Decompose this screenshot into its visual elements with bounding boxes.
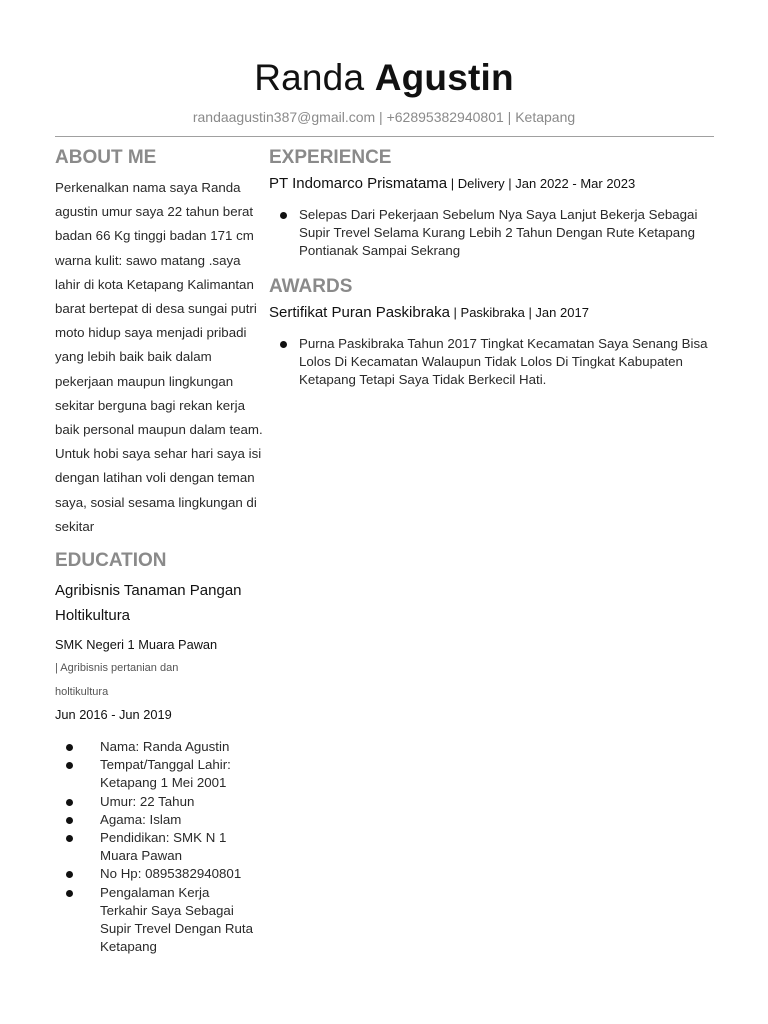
right-column: [269, 146, 719, 389]
list-item: Agama: Islam: [100, 811, 260, 829]
education-school: SMK Negeri 1 Muara Pawan: [55, 637, 218, 653]
education-degree: Agribisnis Tanaman Pangan Holtikultura: [55, 582, 242, 625]
contact-separator: |: [375, 109, 387, 125]
experience-list: [269, 206, 715, 261]
list-item: Pengalaman Kerja Terkahir Saya Sebagai Supir Trevel Dengan Ruta Ketapang: [100, 884, 260, 957]
list-item: Pendidikan: SMK N 1 Muara Pawan: [100, 829, 260, 865]
list-item: No Hp: 0895382940801: [100, 865, 260, 883]
experience-company: PT Indomarco Prismatama: [269, 175, 448, 192]
education-subtitle: | Agribisnis pertanian dan holtikultura: [55, 662, 179, 699]
about-title: ABOUT ME: [55, 147, 157, 168]
list-item: Tempat/Tanggal Lahir: Ketapang 1 Mei 2001: [100, 756, 260, 792]
experience-heading: [269, 173, 719, 195]
award-meta: | Paskibraka | Jan 2017: [449, 304, 589, 320]
education-date: Jun 2016 - Jun 2019: [55, 707, 172, 723]
awards-title: AWARDS: [269, 275, 353, 297]
education-title: EDUCATION: [55, 550, 167, 572]
experience-title: EXPERIENCE: [269, 147, 392, 168]
contact-email: randaagustin387@gmail.com: [192, 109, 376, 125]
list-item: Selepas Dari Pekerjaan Sebelum Nya Saya Lanjut Bekerja Sebagai Supir Trevel Selama Kurang Lebih 2 Tahun Dengan Rute Ketapang Pontianak Sampai Sekrang: [299, 206, 715, 261]
list-item: Umur: 22 Tahun: [100, 793, 260, 811]
awards-list: [269, 335, 715, 390]
resume-name: [0, 56, 768, 100]
last-name: Agustin: [374, 57, 514, 98]
first-name: Randa: [254, 57, 365, 98]
contact-phone: +62895382940801: [386, 109, 504, 125]
list-item: Purna Paskibraka Tahun 2017 Tingkat Kecamatan Saya Senang Bisa Lolos Di Kecamatan Walaupun Tidak Lolos Di Tingkat Kabupaten Ketapang Tetapi Saya Tidak Berkecil Hati.: [299, 335, 715, 390]
award-name: Sertifikat Puran Paskibraka: [269, 303, 450, 321]
contact-location: Ketapang: [515, 109, 576, 125]
header-divider: [55, 136, 714, 137]
about-text: Perkenalkan nama saya Randa agustin umur saya 22 tahun berat badan 66 Kg tinggi badan 171 cm warna kulit: sawo matang .saya lahir di kota Ketapang Kalimantan barat bertepat di desa sungai putri moto hidup saya menjadi pribadi yang lebih baik baik dalam pekerjaan maupun lingkungan sekitar berguna bagi rekan kerja baik personal maupun dalam team. Untuk hobi saya sehar hari saya isi dengan latihan voli dengan teman saya, sosial sesama lingkungan di sekitar: [55, 180, 263, 534]
experience-meta: | Delivery | Jan 2022 - Mar 2023: [447, 176, 636, 191]
contact-separator: |: [503, 109, 516, 125]
left-column: [55, 146, 265, 956]
award-heading: [269, 302, 719, 324]
list-item: Nama: Randa Agustin: [100, 738, 260, 756]
contact-line: [0, 108, 768, 126]
personal-info-list: [55, 738, 260, 956]
